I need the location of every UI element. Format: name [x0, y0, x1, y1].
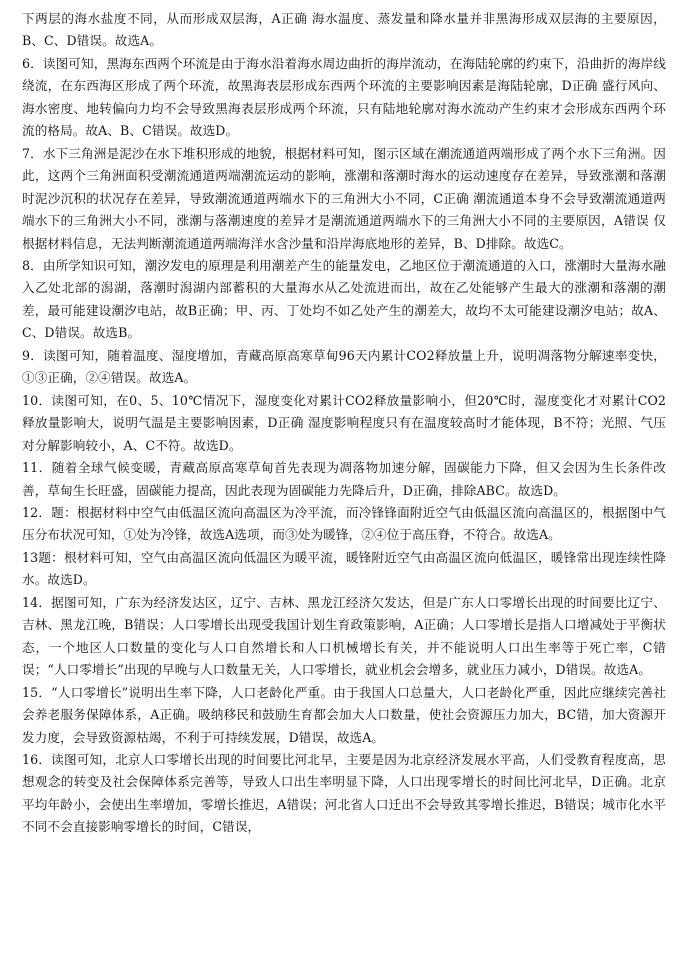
answer-paragraph-13: 13题：根材料可知，空气由高温区流向低温区为暖平流，暖锋附近空气由高温区流向低温区，暖锋常出现连续性降水。故选D。 — [22, 549, 666, 588]
answer-paragraph-12: 12．题：根据材料中空气由低温区流向高温区为冷平流，而冷锋锋面附近空气由低温区流向高温区的，根据图中气压分布状况可知，①处为冷锋，故选A选项，而③处为暖锋，②④位于高压脊，不符合。故选A。 — [22, 504, 666, 543]
answer-paragraph-9: 9．读图可知，随着温度、湿度增加，青藏高原高寒草甸96天内累计CO2释放量上升，说明凋落物分解速率变快，①③正确，②④错误。故选A。 — [22, 347, 666, 386]
answer-paragraph-15: 15．“人口零增长”说明出生率下降，人口老龄化严重。由于我国人口总量大，人口老龄化严重，因此应继续完善社会养老服务保障体系，A正确。吸纳移民和鼓励生育都会加大人口数量，使社会资源压力加大，BC错，加大资源开发力度，会导致资源枯竭，不利于可持续发展，D错误，故选A。 — [22, 684, 666, 745]
answer-paragraph-6: 6．读图可知，黑海东西两个环流是由于海水沿着海水周边曲折的海岸流动，在海陆轮廓的约束下，沿曲折的海岸线绕流，在东西海区形成了两个环流，故黑海表层形成东西两个环流的主要影响因素是海陆轮廓，D正确 盛行风向、海水密度、地转偏向力均不会导致黑海表层形成两个环流，只有陆地轮廓对海水流动产生约束才会形成东西两个环流的格局。故A、B、C错误。故选D。 — [22, 55, 666, 139]
answer-paragraph-14: 14．据图可知，广东为经济发达区，辽宁、吉林、黑龙江经济欠发达，但是广东人口零增长出现的时间要比辽宁、吉林、黑龙江晚，B错误；人口零增长出现受我国计划生育政策影响，A正确；人口零增长是指人口增减处于平衡状态，一个地区人口数量的变化与人口自然增长和人口机械增长有关，并不能说明人口出生率等于死亡率，C错误；“人口零增长”出现的早晚与人口数量无关，人口零增长，就业机会会增多，就业压力减小，D错误。故选A。 — [22, 594, 666, 678]
answer-paragraph-5-continued: 下两层的海水盐度不同，从而形成双层海，A正确 海水温度、蒸发量和降水量并非黑海形成双层海的主要原因，B、C、D错误。故选A。 — [22, 11, 666, 49]
answer-paragraph-10: 10．读图可知，在0、5、10℃情况下，湿度变化对累计CO2释放量影响小，但20℃时，湿度变化才对累计CO2释放量影响大，说明气温是主要影响因素，D正确 湿度影响程度只有在温度较高时才能体现，B不符；光照、气压对分解影响较小，A、C不符。故选D。 — [22, 392, 666, 453]
answer-paragraph-11: 11．随着全球气候变暖，青藏高原高寒草甸首先表现为凋落物加速分解，固碳能力下降，但又会因为生长条件改善，草甸生长旺盛，固碳能力提高，因此表现为固碳能力先降后升，D正确，排除ABC。故选D。 — [22, 460, 666, 498]
answer-paragraph-8: 8．由所学知识可知，潮汐发电的原理是利用潮差产生的能量发电，乙地区位于潮流通道的入口，涨潮时大量海水融入乙处北部的潟湖，落潮时潟湖内部蓄积的大量海水从乙处流进而出，故在乙处能够产生最大的涨潮和落潮的潮差，最可能建设潮汐电站，故B正确；甲、丙、丁处均不如乙处产生的潮差大，故均不太可能建设潮汐电站；故A、C、D错误。故选B。 — [22, 257, 666, 341]
answer-paragraph-16: 16．读图可知，北京人口零增长出现的时间要比河北早，主要是因为北京经济发展水平高，人们受教育程度高，思想观念的转变及社会保障体系完善等，导致人口出生率明显下降，人口出现零增长的时间比河北早，D正确。北京平均年龄小，会使出生率增加，零增长推迟，A错误；河北省人口迁出不会导致其零增长推迟，B错误；城市化水平不同不会直接影响零增长的时间，C错误， — [22, 751, 666, 835]
answer-paragraph-7: 7．水下三角洲是泥沙在水下堆积形成的地貌，根据材料可知，图示区域在潮流通道两端形成了两个水下三角洲。因此，这两个三角洲面积受潮流通道两端潮流运动的影响，涨潮和落潮时海水的运动速度存在差异，导致涨潮和落潮时泥沙沉积的状况存在差异，导致潮流通道两端水下的三角洲大小不同，C正确 潮流通道本身不会导致潮流通道两端水下的三角洲大小不同，涨潮与落潮速度的差异才是潮流通道两端水下的三角洲大小不同的主要原因，A错误 仅根据材料信息，无法判断潮流通道两端海洋水含沙量和沿岸海底地形的差异，B、D排除。故选C。 — [22, 145, 666, 251]
